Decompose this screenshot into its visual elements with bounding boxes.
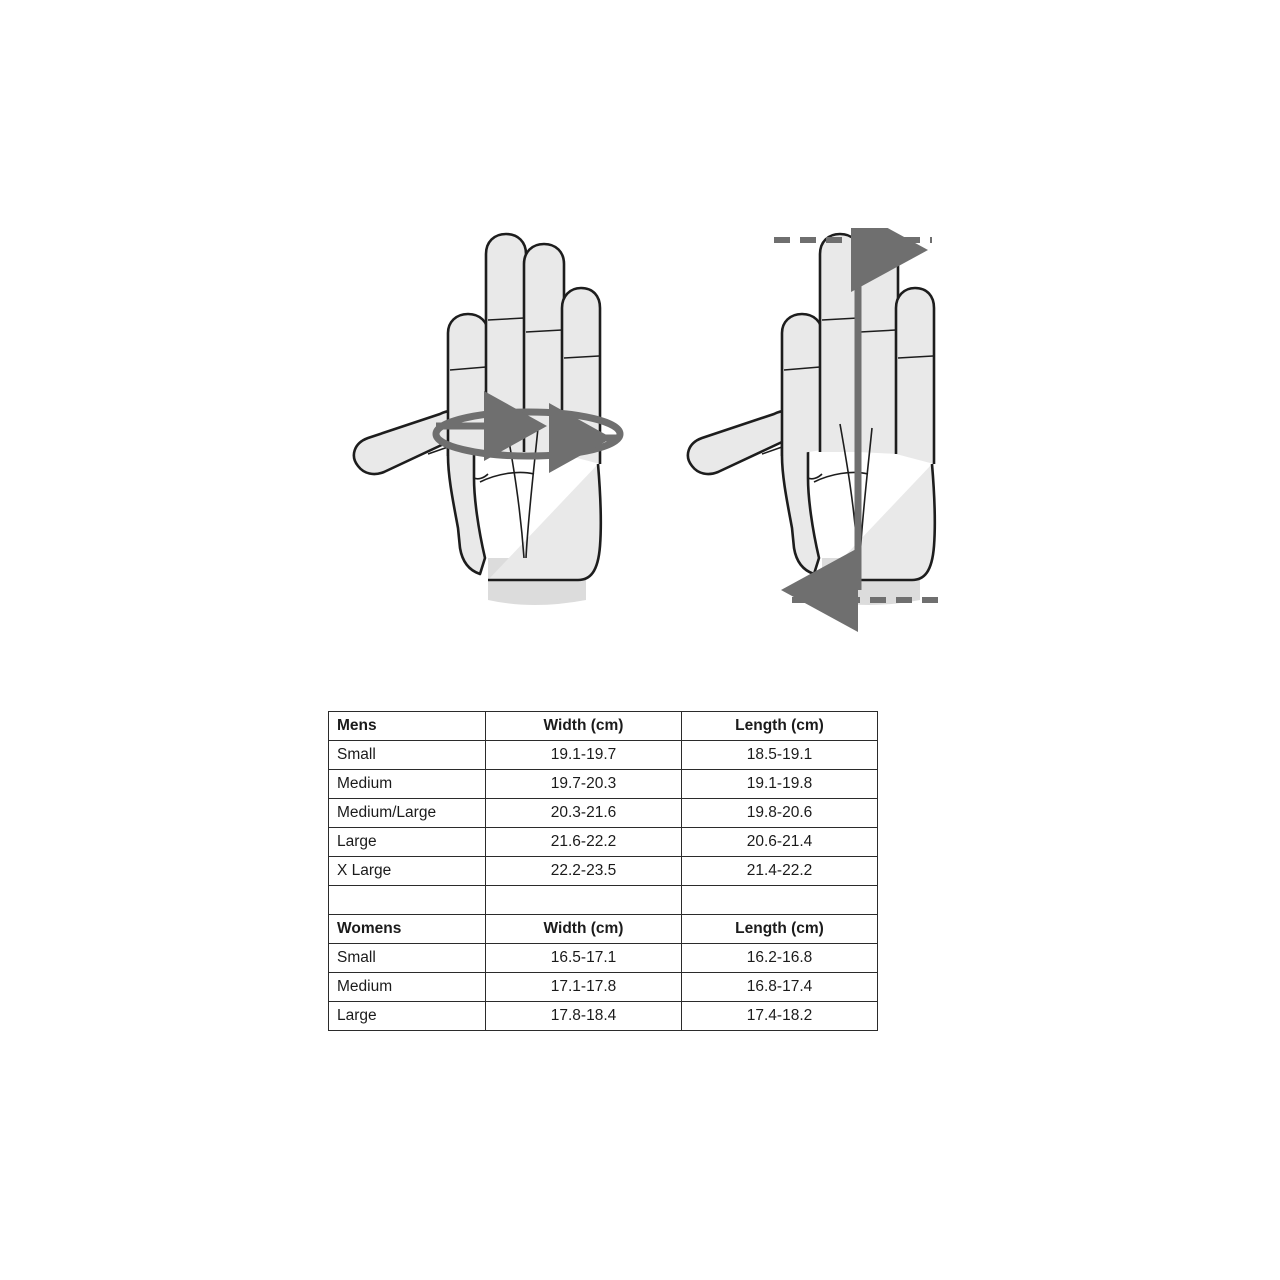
left-hand-graphic (354, 234, 620, 605)
size-label: Medium/Large (329, 799, 486, 828)
size-width: 17.1-17.8 (486, 973, 682, 1002)
right-hand-graphic (688, 234, 938, 605)
table-row (329, 973, 878, 1002)
spacer-cell-1 (329, 886, 486, 915)
womens-header-length: Length (cm) (682, 915, 878, 944)
size-width: 22.2-23.5 (486, 857, 682, 886)
size-label: Small (329, 741, 486, 770)
table-row (329, 799, 878, 828)
table-row (329, 770, 878, 799)
mens-header-label: Mens (329, 712, 486, 741)
size-width: 16.5-17.1 (486, 944, 682, 973)
size-length: 21.4-22.2 (682, 857, 878, 886)
table-row-mens-header (329, 712, 878, 741)
size-label: Large (329, 828, 486, 857)
size-length: 16.2-16.8 (682, 944, 878, 973)
size-label: Medium (329, 770, 486, 799)
spacer-cell-3 (682, 886, 878, 915)
size-label: Small (329, 944, 486, 973)
table-row (329, 944, 878, 973)
size-length: 17.4-18.2 (682, 1002, 878, 1031)
size-length: 20.6-21.4 (682, 828, 878, 857)
hand-diagram-svg (328, 228, 978, 658)
hand-measurement-illustration (328, 228, 978, 658)
table-row (329, 828, 878, 857)
size-length: 19.8-20.6 (682, 799, 878, 828)
table-row (329, 857, 878, 886)
size-width: 20.3-21.6 (486, 799, 682, 828)
size-width: 19.1-19.7 (486, 741, 682, 770)
table-row-spacer (329, 886, 878, 915)
size-label: Medium (329, 973, 486, 1002)
size-width: 19.7-20.3 (486, 770, 682, 799)
size-width: 17.8-18.4 (486, 1002, 682, 1031)
table-row-womens-header (329, 915, 878, 944)
womens-header-label: Womens (329, 915, 486, 944)
mens-header-length: Length (cm) (682, 712, 878, 741)
size-chart-body (329, 712, 878, 1031)
size-length: 18.5-19.1 (682, 741, 878, 770)
table-row (329, 741, 878, 770)
size-width: 21.6-22.2 (486, 828, 682, 857)
spacer-cell-2 (486, 886, 682, 915)
size-label: X Large (329, 857, 486, 886)
size-chart-table (328, 711, 878, 1031)
mens-header-width: Width (cm) (486, 712, 682, 741)
womens-header-width: Width (cm) (486, 915, 682, 944)
size-length: 19.1-19.8 (682, 770, 878, 799)
table-row (329, 1002, 878, 1031)
size-length: 16.8-17.4 (682, 973, 878, 1002)
size-label: Large (329, 1002, 486, 1031)
